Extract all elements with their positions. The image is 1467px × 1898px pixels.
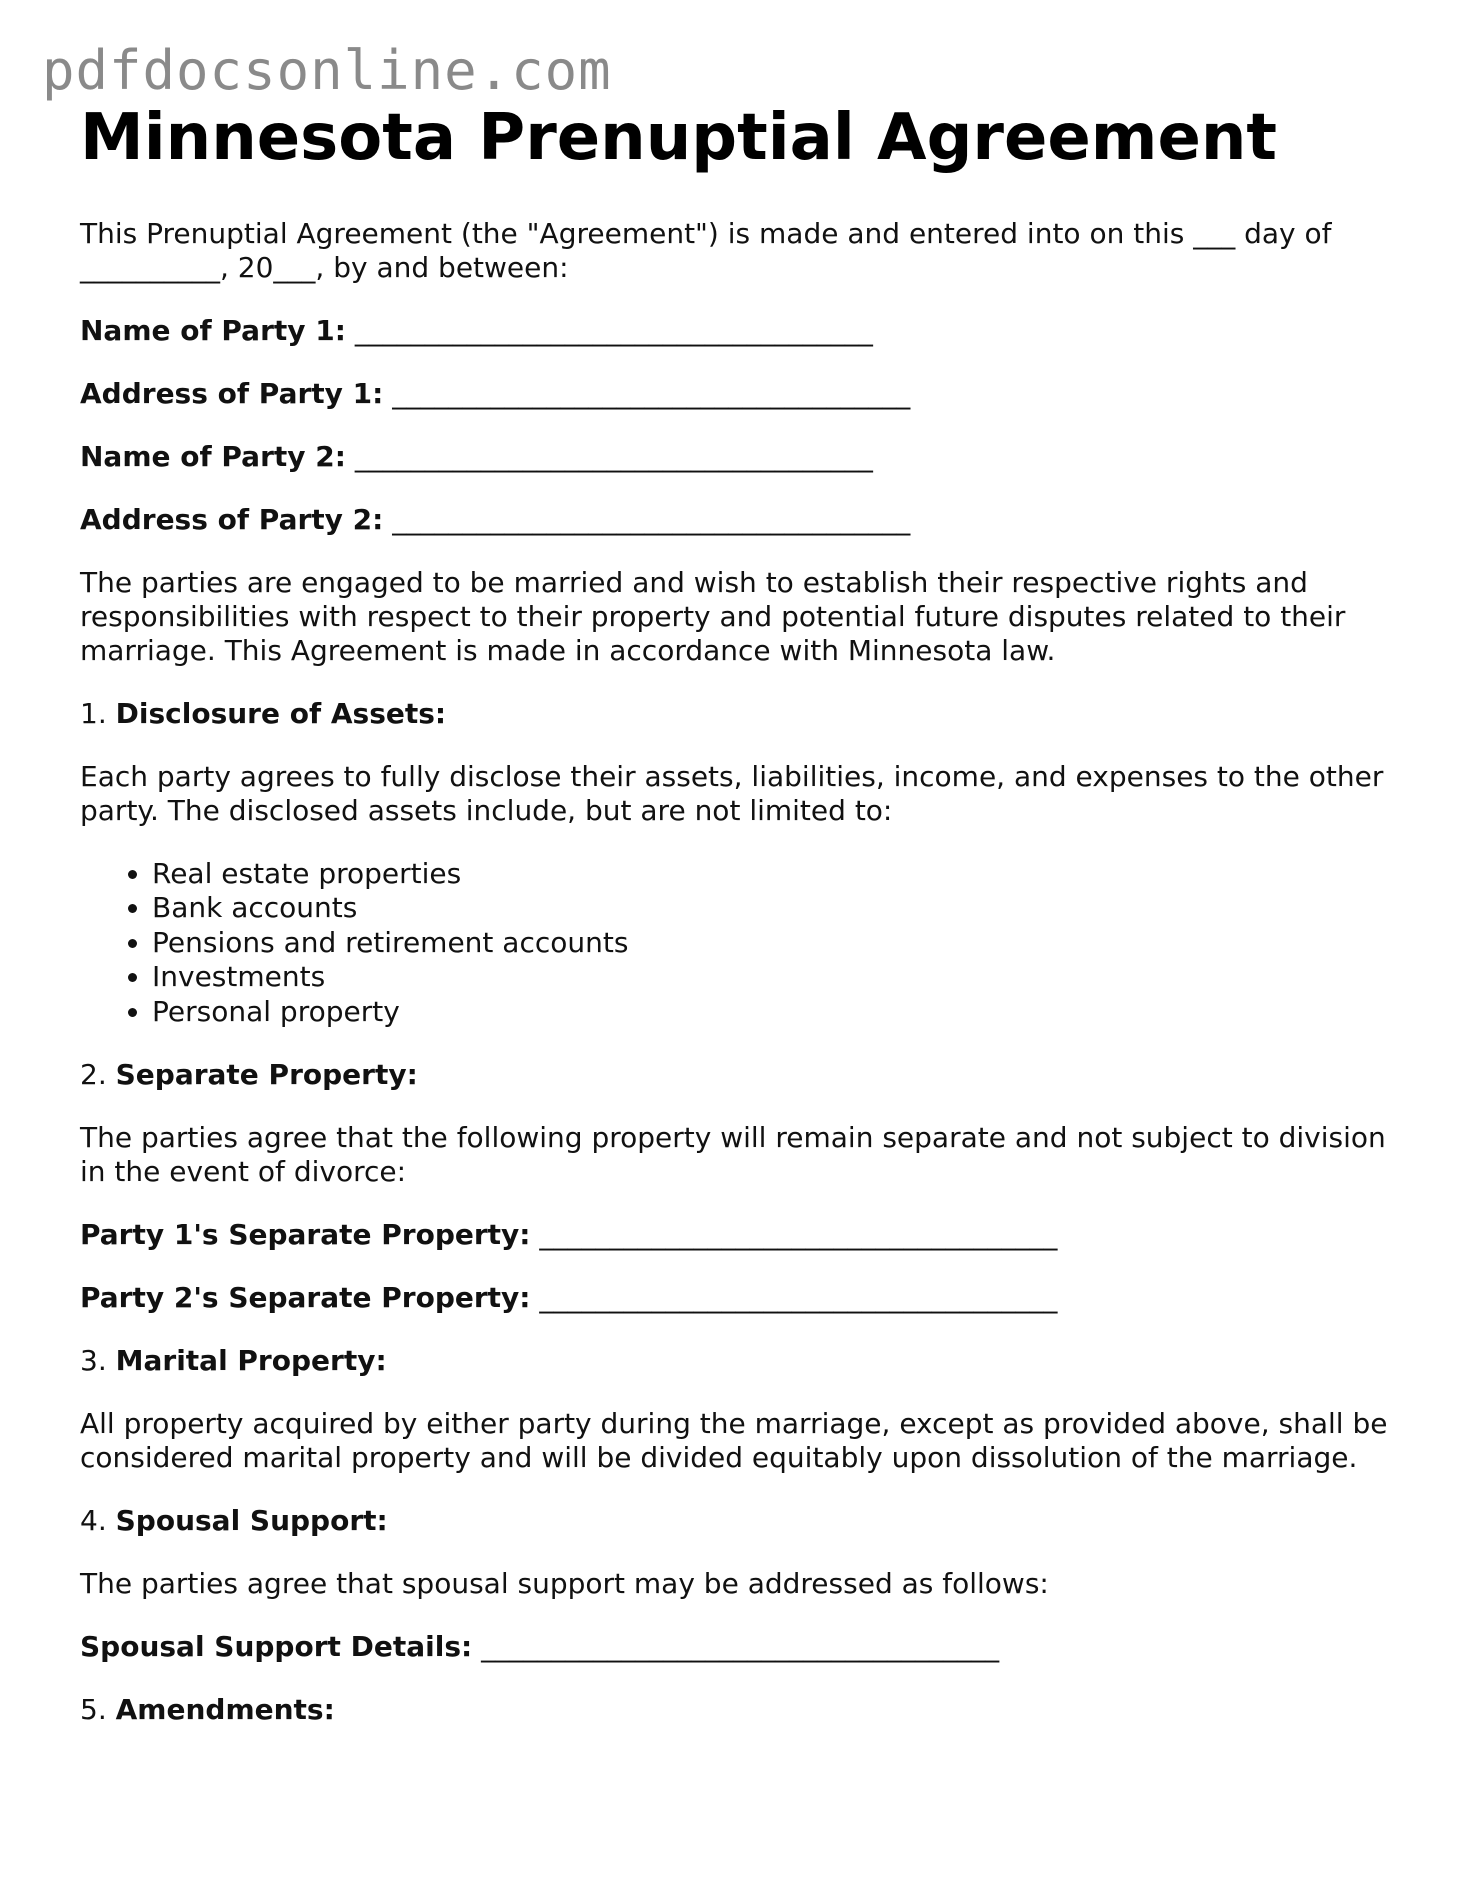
section-heading-amendments xyxy=(80,1693,1400,1727)
field-label: Address of Party 1: xyxy=(80,376,384,410)
field-label: Name of Party 2: xyxy=(80,439,346,473)
list-item: • Bank accounts xyxy=(152,891,1400,926)
document-title: Minnesota Prenuptial Agreement xyxy=(80,101,1277,175)
section-body-disclosure: Each party agrees to fully disclose their assets, liabilities, income, and expenses to the other party. The disclosed assets include, but are not limited to: xyxy=(80,759,1384,827)
recital-paragraph: The parties are engaged to be married and wish to establish their respective rights and responsibilities with respect to their property and potential future disputes related to their marriage. This Agreement is made in accordance with Minnesota law. xyxy=(80,565,1346,667)
field-party-1-separate-property xyxy=(80,1218,1400,1252)
section-title: Spousal Support: xyxy=(115,1504,388,1538)
list-item: • Personal property xyxy=(152,995,1400,1030)
section-title: Separate Property: xyxy=(115,1058,418,1092)
fill-in-blank[interactable]: _____________________________________ xyxy=(392,376,911,410)
section-title: Amendments: xyxy=(115,1693,335,1727)
field-label: Party 1's Separate Property: xyxy=(80,1218,531,1252)
list-item: • Investments xyxy=(152,960,1400,995)
fill-in-blank[interactable]: _____________________________________ xyxy=(392,502,911,536)
section-body-separate-property: The parties agree that the following property will remain separate and not subject to division in the event of divorce: xyxy=(80,1121,1386,1189)
section-heading-spousal-support xyxy=(80,1504,1400,1538)
section-body-spousal-support: The parties agree that spousal support may be addressed as follows: xyxy=(80,1567,1049,1601)
fill-in-blank[interactable]: _____________________________________ xyxy=(481,1630,1000,1664)
section-title: Disclosure of Assets: xyxy=(115,696,447,730)
field-name-party-1 xyxy=(80,314,1400,348)
section-number: 5. xyxy=(80,1693,107,1727)
field-spousal-support-details xyxy=(80,1630,1400,1664)
section-number: 2. xyxy=(80,1058,107,1092)
field-address-party-1 xyxy=(80,377,1400,411)
field-name-party-2 xyxy=(80,440,1400,474)
field-address-party-2 xyxy=(80,503,1400,537)
field-party-2-separate-property xyxy=(80,1281,1400,1315)
section-number: 4. xyxy=(80,1504,107,1538)
field-label: Name of Party 1: xyxy=(80,313,346,347)
field-label: Spousal Support Details: xyxy=(80,1630,473,1664)
fill-in-blank[interactable]: _____________________________________ xyxy=(354,439,873,473)
document-page xyxy=(80,100,1400,1756)
section-body-marital-property: All property acquired by either party during the marriage, except as provided above, shall be considered marital property and will be divided equitably upon dissolution of the marriage. xyxy=(80,1407,1388,1475)
list-item: • Pensions and retirement accounts xyxy=(152,926,1400,961)
asset-list xyxy=(80,857,1400,1030)
section-heading-disclosure xyxy=(80,697,1400,731)
intro-paragraph: This Prenuptial Agreement (the "Agreement") is made and entered into on this ___ day of __________, 20___, by and between: xyxy=(80,216,1332,284)
watermark-text: pdfdocsonline.com xyxy=(42,39,612,102)
section-heading-separate-property xyxy=(80,1058,1400,1092)
section-number: 1. xyxy=(80,696,107,730)
fill-in-blank[interactable]: _____________________________________ xyxy=(354,313,873,347)
fill-in-blank[interactable]: _____________________________________ xyxy=(539,1281,1058,1315)
list-item: • Real estate properties xyxy=(152,857,1400,892)
field-label: Address of Party 2: xyxy=(80,502,384,536)
section-heading-marital-property xyxy=(80,1344,1400,1378)
field-label: Party 2's Separate Property: xyxy=(80,1281,531,1315)
fill-in-blank[interactable]: _____________________________________ xyxy=(539,1218,1058,1252)
section-title: Marital Property: xyxy=(115,1344,387,1378)
section-number: 3. xyxy=(80,1344,107,1378)
